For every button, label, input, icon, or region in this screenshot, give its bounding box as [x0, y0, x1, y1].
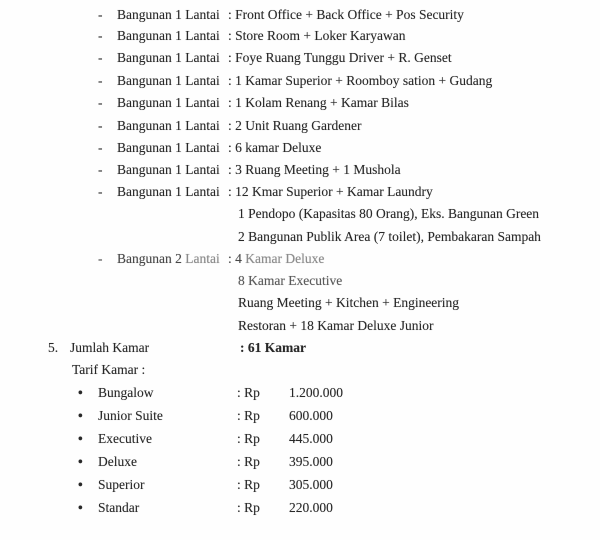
tariff-list-item: [0, 382, 600, 404]
building-value: : 2 Unit Ruang Gardener: [228, 118, 362, 133]
tariff-label: Junior Suite: [98, 408, 163, 423]
bullet-icon: •: [78, 385, 83, 400]
building-value: : Front Office + Back Office + Pos Security: [228, 7, 464, 22]
building-label-faded: Lantai: [185, 251, 220, 266]
building-list-item: [0, 47, 600, 69]
tariff-list-item: [0, 451, 600, 473]
building-label: Bangunan 1 Lantai: [117, 7, 220, 22]
tariff-amount: 220.000: [289, 500, 333, 515]
item-number: 5.: [48, 340, 59, 355]
tariff-currency: : Rp: [237, 500, 260, 515]
bullet-icon: •: [78, 477, 83, 492]
building-value-main: : 4: [228, 251, 242, 266]
building-label: Bangunan 1 Lantai: [117, 140, 220, 155]
building-value: : 3 Ruang Meeting + 1 Mushola: [228, 162, 401, 177]
tariff-list-item: [0, 474, 600, 496]
building-value: : 6 kamar Deluxe: [228, 140, 322, 155]
building-list-item: [0, 92, 600, 114]
tariff-list-item: [0, 428, 600, 450]
tariff-amount: 305.000: [289, 477, 333, 492]
tariff-list-item: [0, 497, 600, 519]
tariff-currency: : Rp: [237, 477, 260, 492]
bullet-icon: •: [78, 500, 83, 515]
building-label: Bangunan 1 Lantai: [117, 118, 220, 133]
tarif-heading-text: Tarif Kamar :: [72, 362, 146, 377]
building-list-item: [0, 70, 600, 92]
tariff-currency: : Rp: [237, 431, 260, 446]
continuation-text: 8 Kamar Executive: [238, 273, 343, 288]
bullet-icon: •: [78, 408, 83, 423]
building-label: Bangunan 1 Lantai: [117, 95, 220, 110]
tarif-kamar-heading: [0, 359, 600, 381]
tariff-amount: 600.000: [289, 408, 333, 423]
building-list-item: [0, 181, 600, 203]
tariff-amount: 1.200.000: [289, 385, 343, 400]
bullet-icon: •: [78, 454, 83, 469]
list-dash-marker: -: [98, 118, 103, 133]
list-dash-marker: -: [98, 140, 103, 155]
building-list-item: [0, 4, 600, 26]
continuation-text: Ruang Meeting + Kitchen + Engineering: [238, 295, 460, 310]
list-dash-marker: -: [98, 251, 103, 266]
building-label-main: Bangunan 2: [117, 251, 182, 266]
building-list-item: [0, 115, 600, 137]
building-list-item: [0, 25, 600, 47]
building-value: : 1 Kolam Renang + Kamar Bilas: [228, 95, 409, 110]
jumlah-kamar-label: Jumlah Kamar: [70, 340, 150, 355]
building-continuation-line: [0, 226, 600, 248]
building-label: Bangunan 1 Lantai: [117, 73, 220, 88]
list-dash-marker: -: [98, 7, 103, 22]
building-2-list-item: [0, 248, 600, 270]
building-label: Bangunan 1 Lantai: [117, 28, 220, 43]
building-label: Bangunan 1 Lantai: [117, 184, 220, 199]
list-dash-marker: -: [98, 184, 103, 199]
building-value-faded: Kamar Deluxe: [245, 251, 325, 266]
building-label: Bangunan 1 Lantai: [117, 162, 220, 177]
building-label: Bangunan 1 Lantai: [117, 50, 220, 65]
building-value: : 12 Kmar Superior + Kamar Laundry: [228, 184, 433, 199]
building-list-item: [0, 137, 600, 159]
bullet-icon: •: [78, 431, 83, 446]
tariff-label: Executive: [98, 431, 152, 446]
building-continuation-line: [0, 292, 600, 314]
tariff-label: Superior: [98, 477, 145, 492]
building-value: : Store Room + Loker Karyawan: [228, 28, 406, 43]
tariff-currency: : Rp: [237, 385, 260, 400]
building-list-item: [0, 159, 600, 181]
jumlah-kamar-value: : 61 Kamar: [240, 340, 306, 355]
list-dash-marker: -: [98, 28, 103, 43]
jumlah-kamar-row: [0, 337, 600, 359]
building-value: [228, 248, 324, 270]
tariff-label: Deluxe: [98, 454, 137, 469]
building-continuation-line: [0, 315, 600, 337]
tariff-list-item: [0, 405, 600, 427]
continuation-text: Restoran + 18 Kamar Deluxe Junior: [238, 318, 434, 333]
list-dash-marker: -: [98, 95, 103, 110]
continuation-text: 2 Bangunan Publik Area (7 toilet), Pembakaran Sampah: [238, 229, 541, 244]
tariff-label: Standar: [98, 500, 140, 515]
list-dash-marker: -: [98, 73, 103, 88]
building-continuation-line: [0, 203, 600, 225]
tariff-currency: : Rp: [237, 408, 260, 423]
tariff-amount: 395.000: [289, 454, 333, 469]
building-value: : 1 Kamar Superior + Roomboy sation + Gudang: [228, 73, 493, 88]
list-dash-marker: -: [98, 162, 103, 177]
tariff-amount: 445.000: [289, 431, 333, 446]
list-dash-marker: -: [98, 50, 103, 65]
building-label: [117, 248, 220, 270]
continuation-text: 1 Pendopo (Kapasitas 80 Orang), Eks. Bangunan Green: [238, 206, 540, 221]
building-continuation-line: [0, 270, 600, 292]
tariff-currency: : Rp: [237, 454, 260, 469]
building-value: : Foye Ruang Tunggu Driver + R. Genset: [228, 50, 452, 65]
tariff-label: Bungalow: [98, 385, 154, 400]
